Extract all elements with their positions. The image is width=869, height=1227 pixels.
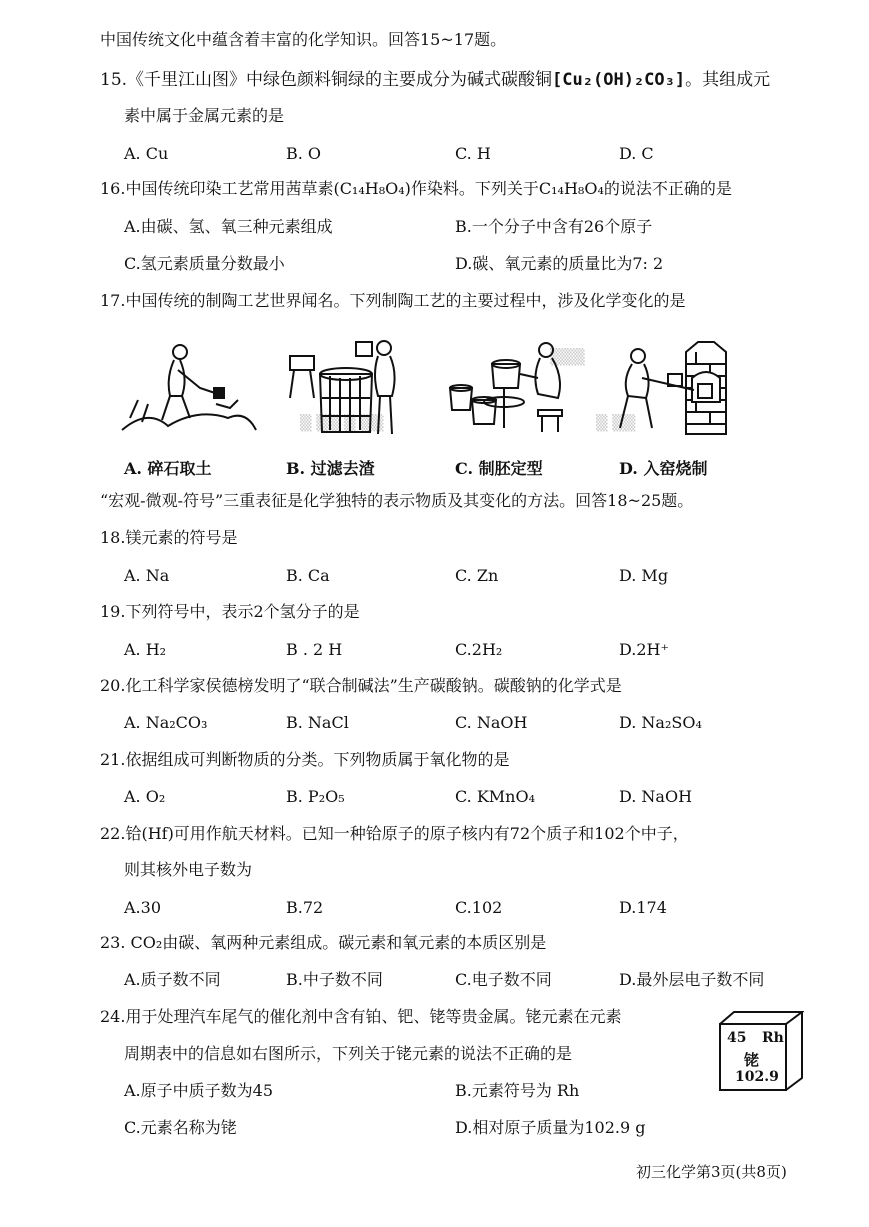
bleed-through-mark: ▒ ▒▒ ▒ ▒▒	[300, 414, 384, 432]
q20-stem: 20.化工科学家侯德榜发明了“联合制碱法”生产碳酸钠。碳酸钠的化学式是	[100, 676, 622, 695]
q19-stem: 19.下列符号中，表示2个氢分子的是	[100, 602, 360, 621]
q21-stem: 21.依据组成可判断物质的分类。下列物质属于氧化物的是	[100, 750, 510, 769]
q24-option-a: A.原子中质子数为45	[124, 1081, 274, 1100]
q24-stem-line2: 周期表中的信息如右图所示，下列关于铑元素的说法不正确的是	[124, 1044, 573, 1063]
q17-option-c: C. 制胚定型	[455, 459, 543, 478]
q16-option-d: D.碳、氧元素的质量比为7: 2	[455, 254, 664, 273]
kiln-worker-icon	[606, 338, 746, 438]
q16-option-b: B.一个分子中含有26个原子	[455, 217, 653, 236]
q20-option-c: C. NaOH	[455, 713, 528, 732]
q22-option-c: C.102	[455, 898, 503, 917]
bleed-through-mark: ▒▒▒	[550, 348, 585, 366]
element-atomic-number: 45	[727, 1030, 747, 1046]
q21-option-b: B. P₂O₅	[286, 787, 345, 806]
section-intro-18-25: “宏观-微观-符号”三重表征是化学独特的表示物质及其变化的方法。回答18~25题。	[100, 491, 694, 510]
q15-text: 15.《千里江山图》中绿色颜料铜绿的主要成分为碱式碳酸铜	[100, 70, 553, 90]
q23-option-d: D.最外层电子数不同	[619, 970, 765, 989]
q17-option-b: B. 过滤去渣	[286, 459, 375, 478]
q23-option-b: B.中子数不同	[286, 970, 383, 989]
q19-option-d: D.2H⁺	[619, 640, 669, 659]
q19-option-c: C.2H₂	[455, 640, 503, 659]
q20-option-a: A. Na₂CO₃	[124, 713, 208, 732]
element-atomic-mass: 102.9	[735, 1069, 779, 1085]
q22-stem: 22.铪(Hf)可用作航天材料。已知一种铪原子的原子核内有72个质子和102个中子，	[100, 824, 689, 843]
q17-stem: 17.中国传统的制陶工艺世界闻名。下列制陶工艺的主要过程中，涉及化学变化的是	[100, 291, 686, 310]
q23-option-c: C.电子数不同	[455, 970, 552, 989]
periodic-element-card	[718, 1010, 804, 1092]
q20-option-b: B. NaCl	[286, 713, 349, 732]
q15-formula: [Cu₂(OH)₂CO₃]	[552, 70, 686, 90]
q23-option-a: A.质子数不同	[124, 970, 221, 989]
section-intro-15-17: 中国传统文化中蕴含着丰富的化学知识。回答15~17题。	[100, 30, 507, 49]
q18-stem: 18.镁元素的符号是	[100, 528, 238, 547]
worker-with-tub-icon	[280, 338, 420, 438]
page-footer: 初三化学第3页(共8页)	[636, 1163, 787, 1181]
q18-option-b: B. Ca	[286, 566, 330, 585]
q22-stem-line2: 则其核外电子数为	[124, 860, 253, 879]
q24-option-d: D.相对原子质量为102.9 g	[455, 1118, 646, 1137]
q15-option-b: B. O	[286, 144, 322, 163]
q21-option-d: D. NaOH	[619, 787, 693, 806]
element-name: 铑	[744, 1051, 760, 1069]
q19-option-a: A. H₂	[124, 640, 167, 659]
q22-option-b: B.72	[286, 898, 324, 917]
q24-option-b: B.元素符号为 Rh	[455, 1081, 580, 1100]
q18-option-c: C. Zn	[455, 566, 499, 585]
q21-option-c: C. KMnO₄	[455, 787, 536, 806]
q15-stem	[100, 72, 770, 89]
q15-option-d: D. C	[619, 144, 654, 163]
illustration-kiln	[606, 338, 746, 438]
q22-option-d: D.174	[619, 898, 667, 917]
q22-option-a: A.30	[124, 898, 161, 917]
q23-stem: 23. CO₂由碳、氧两种元素组成。碳元素和氧元素的本质区别是	[100, 933, 547, 952]
potter-at-wheel-icon	[446, 338, 586, 438]
q15-stem-line2: 素中属于金属元素的是	[124, 106, 285, 125]
q17-option-d: D. 入窑烧制	[619, 459, 708, 478]
worker-with-hammer-icon	[118, 338, 258, 438]
q18-option-a: A. Na	[124, 566, 170, 585]
q17-option-a: A. 碎石取土	[124, 459, 212, 478]
q16-option-c: C.氢元素质量分数最小	[124, 254, 285, 273]
bleed-through-mark: ▒ ▒▒	[596, 414, 636, 432]
q16-stem: 16.中国传统印染工艺常用茜草素(C₁₄H₈O₄)作染料。下列关于C₁₄H₈O₄的说法不正确的是	[100, 179, 732, 198]
q24-stem: 24.用于处理汽车尾气的催化剂中含有铂、钯、铑等贵金属。铑元素在元素	[100, 1007, 622, 1026]
q20-option-d: D. Na₂SO₄	[619, 713, 702, 732]
q24-option-c: C.元素名称为铑	[124, 1118, 237, 1137]
q15-text-end: 。其组成元	[685, 70, 771, 90]
q15-option-c: C. H	[455, 144, 491, 163]
q21-option-a: A. O₂	[124, 787, 166, 806]
element-symbol: Rh	[762, 1030, 784, 1046]
illustration-shaping	[446, 338, 586, 438]
illustration-filtering	[280, 338, 420, 438]
illustration-breaking-rocks	[118, 338, 258, 438]
q15-option-a: A. Cu	[124, 144, 169, 163]
q19-option-b: B . 2 H	[286, 640, 343, 659]
q18-option-d: D. Mg	[619, 566, 669, 585]
q16-option-a: A.由碳、氢、氧三种元素组成	[124, 217, 333, 236]
